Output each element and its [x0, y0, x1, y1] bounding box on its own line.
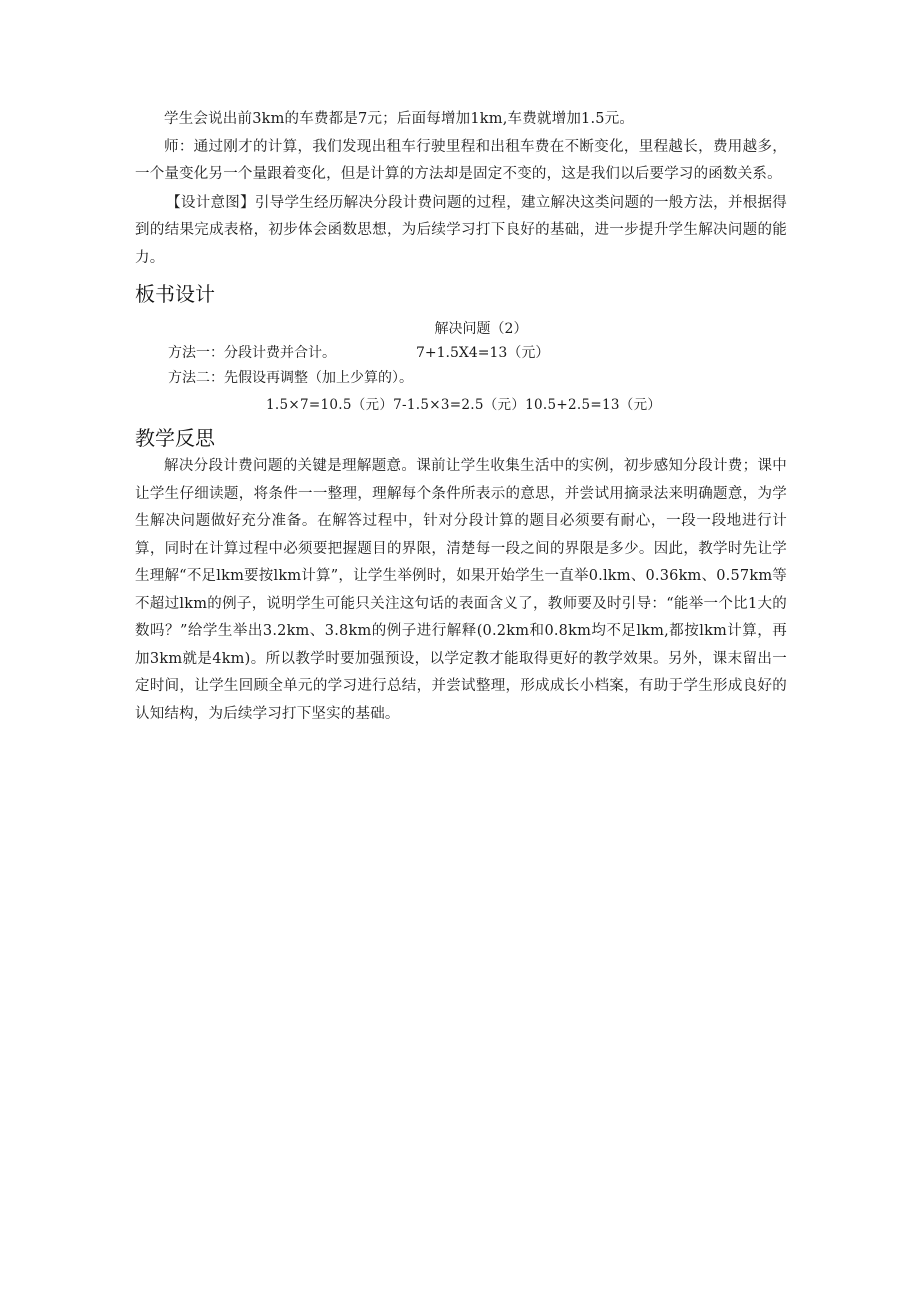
- document-body: [135, 106, 787, 728]
- paragraph-reflection: 解决分段计费问题的关键是理解题意。课前让学生收集生活中的实例，初步感知分段计费；课中让学生仔细读题，将条件一一整理，理解每个条件所表示的意思，并尝试用摘录法来明确题意，为学生解决问题做好充分准备。在解答过程中，针对分段计算的题目必须要有耐心，一段一段地进行计算，同时在计算过程中必须要把握题目的界限，清楚每一段之间的界限是多少。因此，教学时先让学生理解“不足lkm要按lkm计算”，让学生举例时，如果开始学生一直举0.lkm、0.36km、0.57km等不超过lkm的例子，说明学生可能只关注这句话的表面含义了，教师要及时引导：“能举一个比1大的数吗？”给学生举出3.2km、3.8km的例子进行解释(0.2km和0.8km均不足lkm,都按lkm计算，再加3km就是4km)。所以教学时要加强预设，以学定教才能取得更好的教学效果。另外，课末留出一定时间，让学生回顾全单元的学习进行总结，并尝试整理，形成成长小档案，有助于学生形成良好的认知结构，为后续学习打下坚实的基础。: [135, 458, 787, 722]
- board-method-one: [135, 341, 787, 366]
- board-title: 解决问题（2）: [434, 321, 528, 337]
- paragraph-teacher-summary: 师：通过刚才的计算，我们发现出租车行驶里程和出租车费在不断变化，里程越长，费用越多，一个量变化另一个量跟着变化，但是计算的方法却是固定不变的，这是我们以后要学习的函数关系。: [135, 138, 787, 182]
- board-design-section: [135, 317, 787, 419]
- board-method-two: [135, 366, 787, 391]
- paragraph-student-answer: 学生会说出前3km的车费都是7元；后面每增加1km,车费就增加1.5元。: [164, 111, 635, 127]
- method-one-formula: 7+1.5X4=13（元）: [416, 345, 550, 361]
- teaching-reflection-heading: 教学反思: [135, 426, 215, 450]
- method-two-formula: 1.5×7=10.5（元）7-1.5×3=2.5（元）10.5+2.5=13（元）: [266, 397, 662, 413]
- paragraph-design-intent: 【设计意图】引导学生经历解决分段计费问题的过程，建立解决这类问题的一般方法，并根据得到的结果完成表格，初步体会函数思想，为后续学习打下良好的基础，进一步提升学生解决问题的能力。: [135, 194, 787, 266]
- board-design-heading: 板书设计: [135, 282, 215, 306]
- method-one-label: 方法一：分段计费并合计。: [168, 345, 336, 361]
- method-two-label: 方法二：先假设再调整（加上少算的）。: [168, 370, 413, 386]
